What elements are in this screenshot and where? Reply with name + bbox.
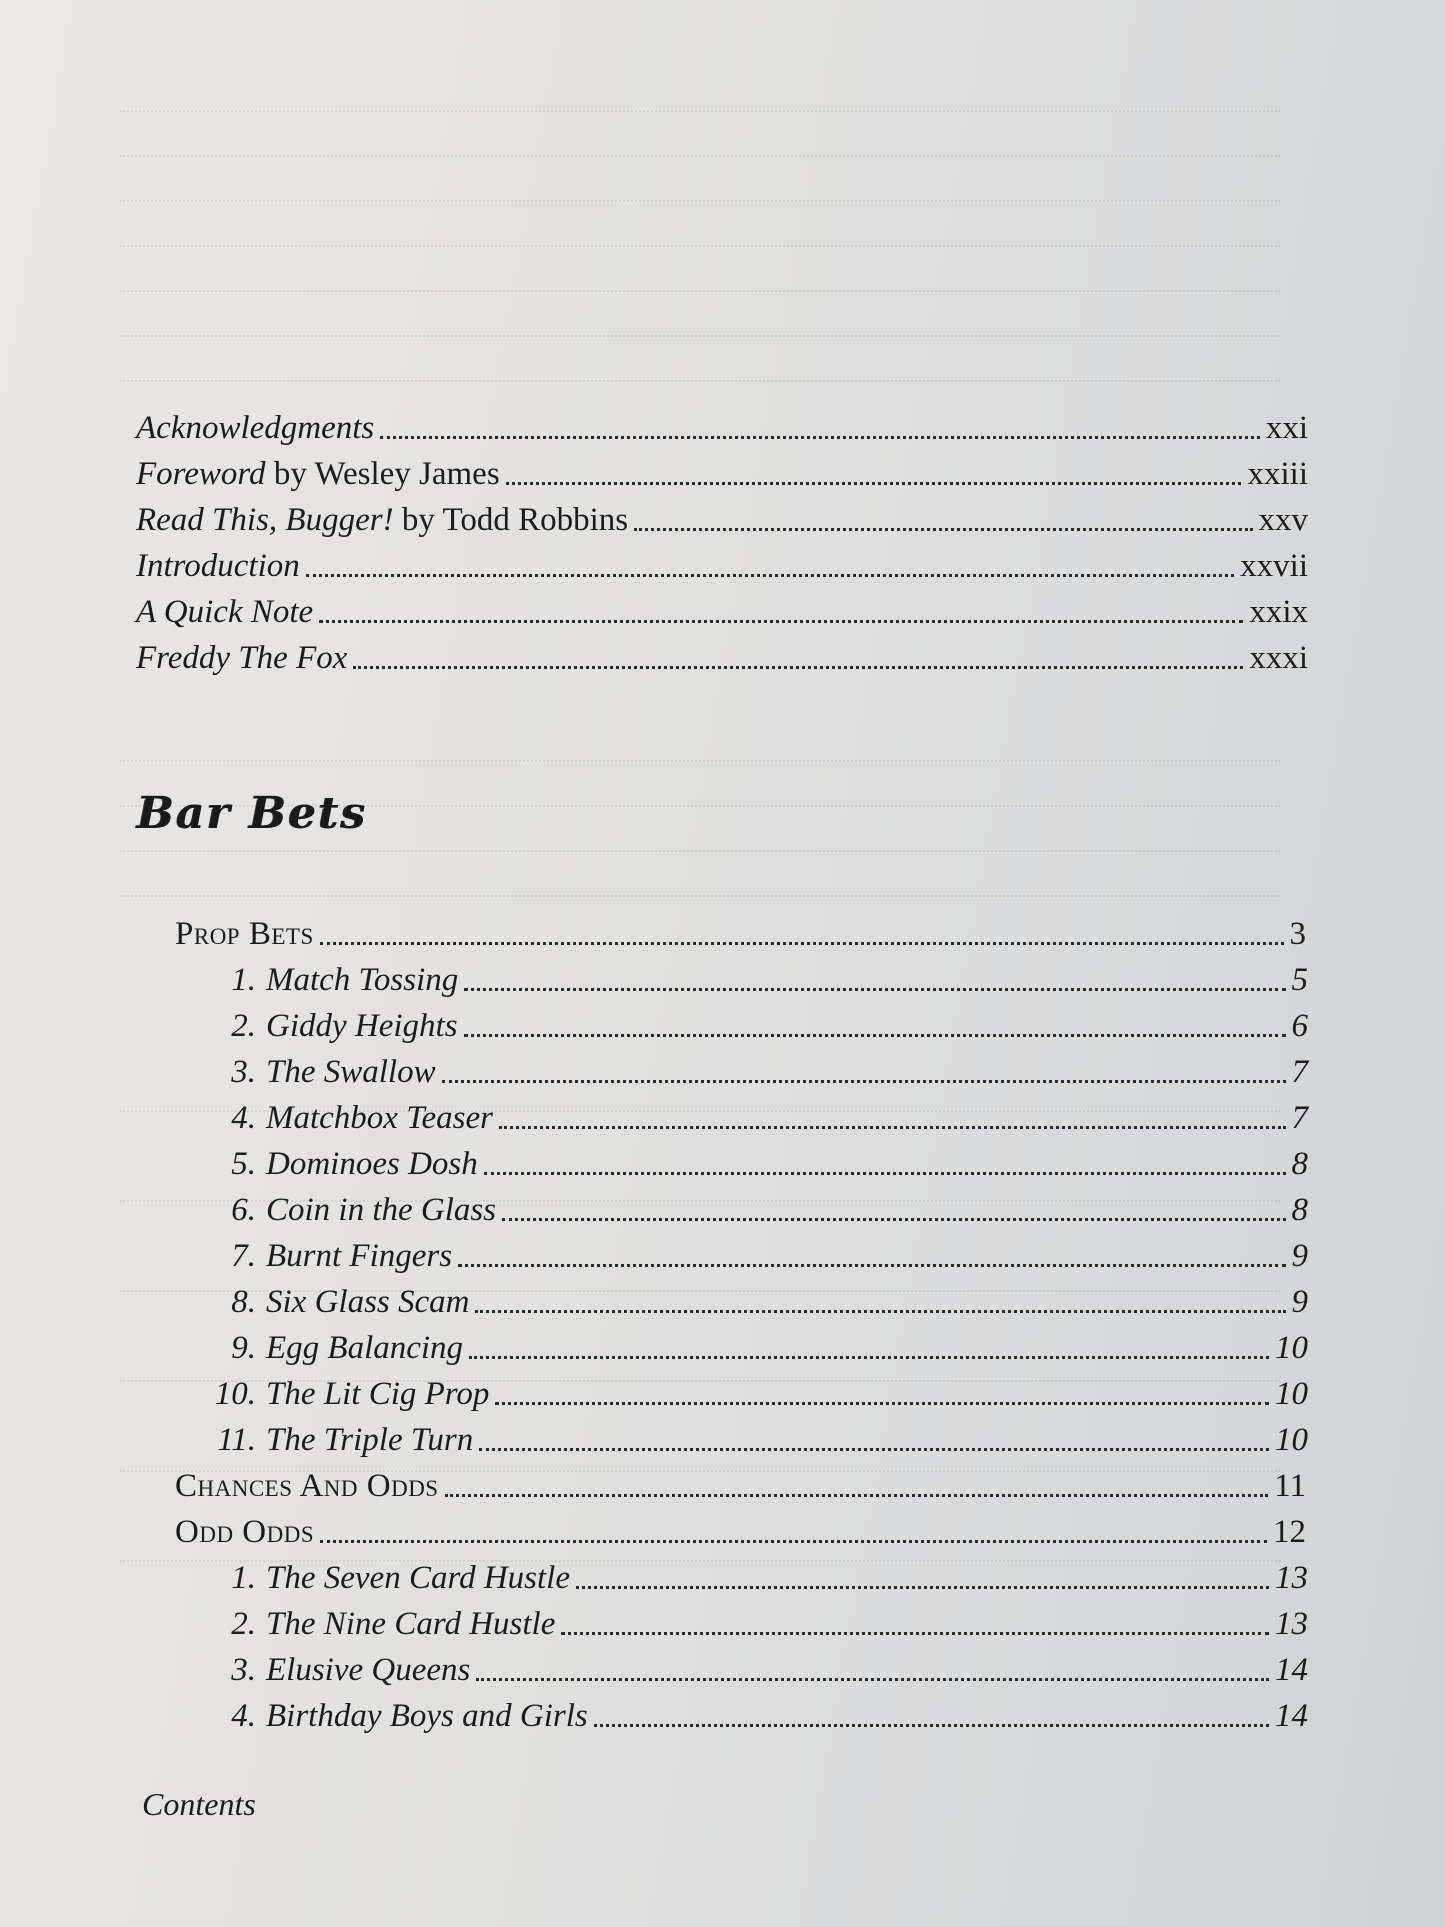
dot-leader [306,574,1234,577]
item-title: 2. The Nine Card Hustle [210,1604,555,1644]
item-row [210,1328,1308,1368]
chapter-title: Prop Bets [175,916,314,952]
dot-leader [320,1540,1267,1543]
page-number: 7 [1291,1100,1308,1136]
front-matter-row [136,638,1308,678]
item-number: 8. [231,1284,256,1320]
page-number: xxv [1258,502,1308,538]
front-matter-title: Foreword by Wesley James [136,456,500,492]
item-title: 7. Burnt Fingers [210,1236,452,1276]
item-row [210,1236,1308,1276]
item-title: 8. Six Glass Scam [210,1282,469,1322]
item-row [210,1190,1308,1230]
dot-leader [320,942,1284,945]
section-heading: Bar Bets [137,788,368,839]
dot-leader [445,1494,1269,1497]
dot-leader [319,620,1243,623]
item-row [210,1374,1308,1414]
chapter-row [175,1466,1306,1506]
dot-leader [476,1678,1269,1681]
page-number: 7 [1291,1054,1308,1090]
dot-leader [479,1448,1269,1451]
item-title: 1. Match Tossing [210,960,458,1000]
page-number: 9 [1291,1284,1308,1320]
item-number: 5. [231,1146,256,1182]
item-title: 10. The Lit Cig Prop [210,1374,489,1414]
item-number: 3. [231,1652,256,1688]
page-number: 3 [1289,916,1306,952]
front-matter-title: Acknowledgments [136,410,375,446]
page-number: 8 [1291,1146,1308,1182]
item-row [210,1098,1308,1138]
front-matter-row [136,408,1308,448]
item-row [210,1558,1308,1598]
dot-leader [495,1402,1269,1405]
running-footer: Contents [142,1786,256,1822]
item-number: 2. [231,1008,256,1044]
dot-leader [484,1172,1286,1175]
item-row [210,1696,1308,1736]
dot-leader [442,1080,1286,1083]
page-number: 10 [1275,1330,1308,1366]
item-title: 1. The Seven Card Hustle [210,1558,570,1598]
item-number: 4. [231,1100,256,1136]
dot-leader [561,1632,1269,1635]
dot-leader [380,436,1260,439]
item-number: 1. [231,1560,256,1596]
item-row [210,1650,1308,1690]
item-row [210,1052,1308,1092]
front-matter-title: Introduction [136,548,300,584]
item-number: 7. [231,1238,256,1274]
front-matter-row [136,592,1308,632]
item-number: 4. [231,1698,256,1734]
page-number: 14 [1275,1652,1308,1688]
page-number: xxxi [1249,640,1308,676]
item-title: 3. The Swallow [210,1052,436,1092]
item-row [210,1420,1308,1460]
page-number: 10 [1275,1422,1308,1458]
page-number: xxix [1249,594,1308,630]
page-number: xxi [1265,410,1308,446]
front-matter-title: Freddy The Fox [136,640,348,676]
item-row [210,1604,1308,1644]
item-row [210,960,1308,1000]
dot-leader [499,1126,1285,1129]
item-row [210,1282,1308,1322]
page-number: 11 [1274,1468,1306,1504]
dot-leader [475,1310,1285,1313]
front-matter-title: Read This, Bugger! by Todd Robbins [136,502,629,538]
item-title: 3. Elusive Queens [210,1650,470,1690]
item-number: 9. [231,1330,256,1366]
front-matter-title: A Quick Note [136,594,314,630]
chapter-title: Chances And Odds [175,1468,439,1504]
dot-leader [576,1586,1269,1589]
item-number: 6. [231,1192,256,1228]
page-number: 13 [1275,1606,1308,1642]
item-title: 4. Birthday Boys and Girls [210,1696,588,1736]
item-title: 5. Dominoes Dosh [210,1144,478,1184]
item-number: 2. [231,1606,256,1642]
page-number: 8 [1291,1192,1308,1228]
dot-leader [506,482,1242,485]
front-matter-row [136,500,1308,540]
item-row [210,1006,1308,1046]
dot-leader [464,1034,1286,1037]
dot-leader [502,1218,1285,1221]
item-title: 2. Giddy Heights [210,1006,458,1046]
page-number: xxvii [1240,548,1308,584]
dot-leader [464,988,1285,991]
chapter-row [175,914,1306,954]
item-title: 6. Coin in the Glass [210,1190,496,1230]
front-matter-row [136,454,1308,494]
item-title: 11. The Triple Turn [210,1420,473,1460]
item-title: 4. Matchbox Teaser [210,1098,493,1138]
item-row [210,1144,1308,1184]
dot-leader [469,1356,1269,1359]
page-number: 12 [1273,1514,1306,1550]
page-number: 10 [1275,1376,1308,1412]
page-number: 9 [1291,1238,1308,1274]
item-title: 9. Egg Balancing [210,1328,463,1368]
page-number: 14 [1275,1698,1308,1734]
chapter-title: Odd Odds [175,1514,315,1550]
page-number: xxiii [1247,456,1308,492]
chapter-row [175,1512,1306,1552]
item-number: 10. [214,1376,256,1412]
dot-leader [353,666,1243,669]
page-number: 13 [1275,1560,1308,1596]
dot-leader [634,528,1252,531]
dot-leader [594,1724,1269,1727]
dot-leader [458,1264,1285,1267]
page-number: 6 [1291,1008,1308,1044]
item-number: 3. [231,1054,256,1090]
item-number: 11. [217,1422,256,1458]
item-number: 1. [231,962,256,998]
front-matter-row [136,546,1308,586]
page-number: 5 [1291,962,1308,998]
